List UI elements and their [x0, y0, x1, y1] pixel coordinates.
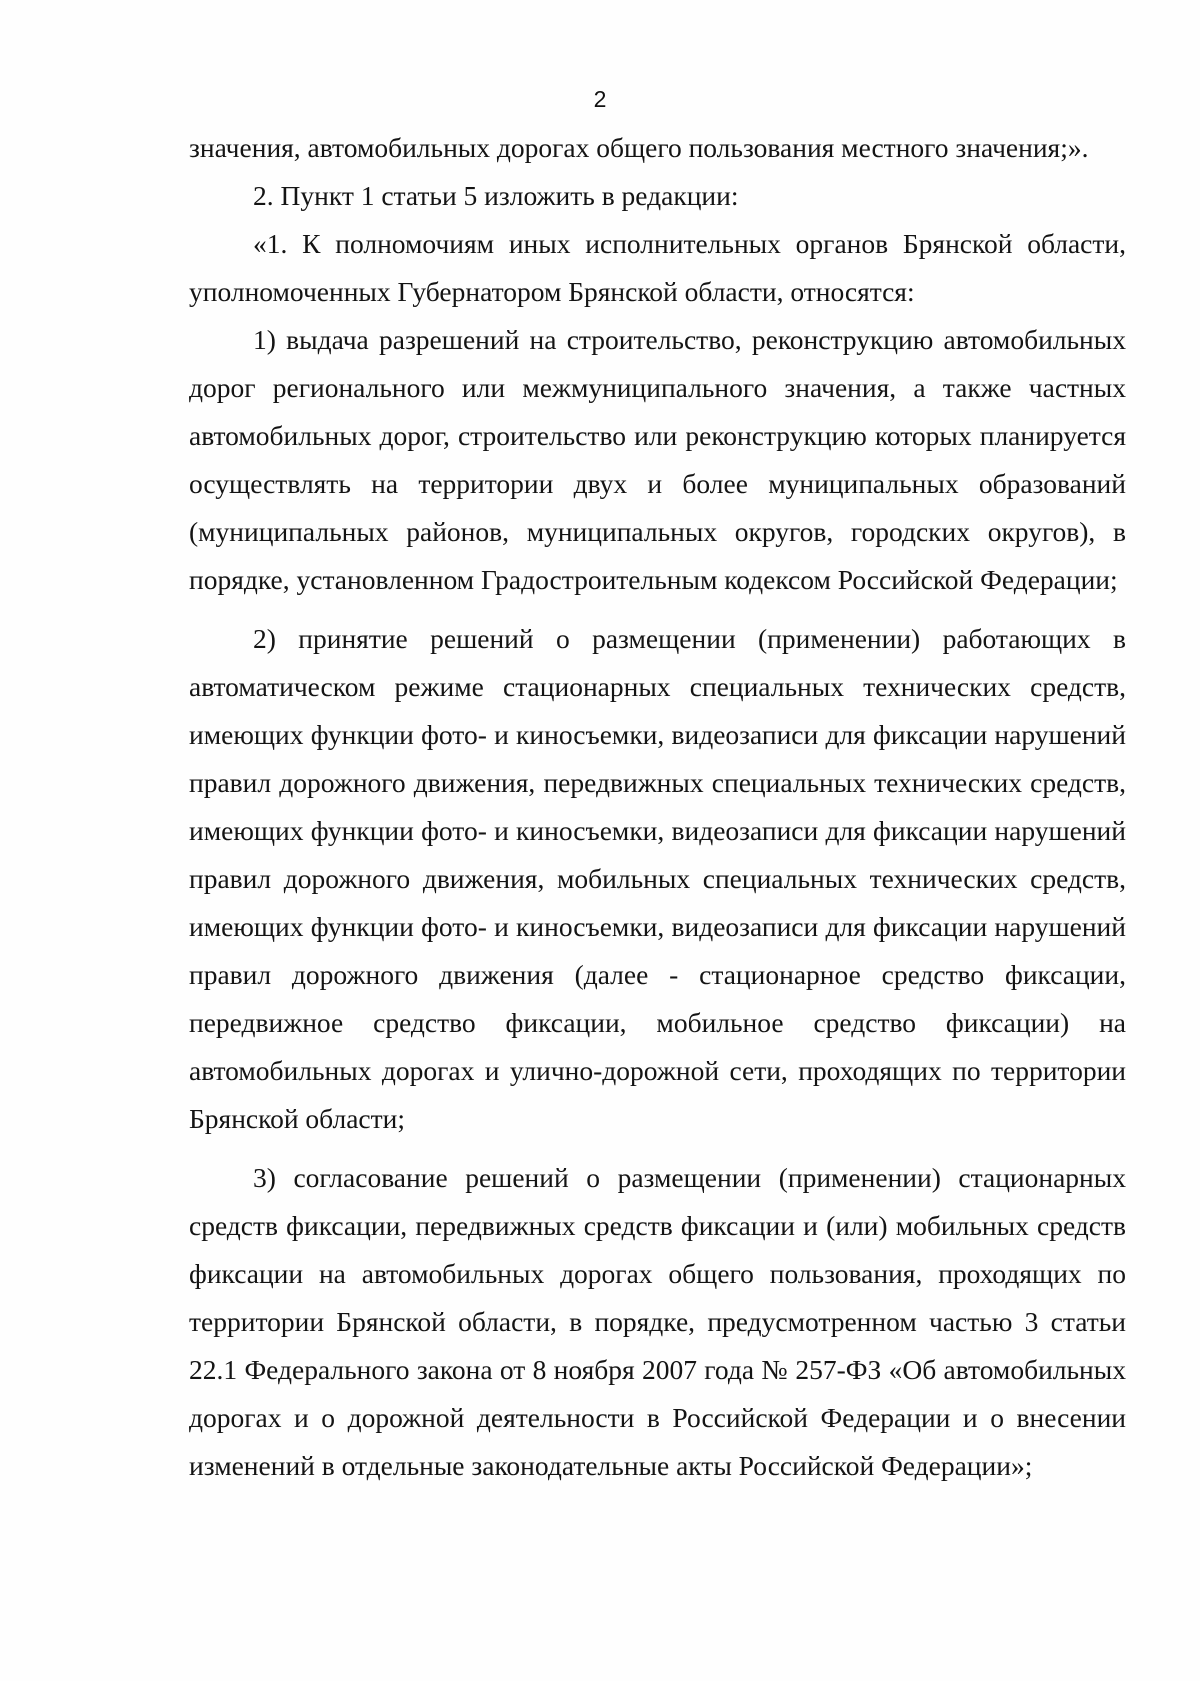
paragraph-item-2: 2. Пункт 1 статьи 5 изложить в редакции: — [253, 180, 739, 211]
paragraph-subitem-3: 3) согласование решений о размещении (применении) стационарных средств фиксации, передвижных средств фиксации и (или) мобильных средств фиксации на автомобильных дорогах общего пользования, проходящих по территории Брянской области, в порядке, предусмотренном частью 3 статьи 22.1 Федерального закона от 8 ноября 2007 года № 257-ФЗ «Об автомобильных дорогах и о дорожной деятельности в Российской Федерации и о внесении изменений в отдельные законодательные акты Российской Федерации»; — [189, 1162, 1126, 1481]
paragraph-article-5-point-1: «1. К полномочиям иных исполнительных органов Брянской области, уполномоченных Губернатором Брянской области, относятся: — [189, 228, 1126, 307]
paragraph-subitem-1: 1) выдача разрешений на строительство, реконструкцию автомобильных дорог регионального или межмуниципального значения, а также частных автомобильных дорог, строительство или реконструкцию которых планируется осуществлять на территории двух и более муниципальных образований (муниципальных районов, муниципальных округов, городских округов), в порядке, установленном Градостроительным кодексом Российской Федерации; — [189, 324, 1126, 595]
paragraph-continuation: значения, автомобильных дорогах общего пользования местного значения;». — [189, 132, 1089, 163]
paragraph-subitem-2: 2) принятие решений о размещении (применении) работающих в автоматическом режиме стационарных специальных технических средств, имеющих функции фото- и киносъемки, видеозаписи для фиксации нарушений правил дорожного движения, передвижных специальных технических средств, имеющих функции фото- и киносъемки, видеозаписи для фиксации нарушений правил дорожного движения, мобильных специальных технических средств, имеющих функции фото- и киносъемки, видеозаписи для фиксации нарушений правил дорожного движения (далее - стационарное средство фиксации, передвижное средство фиксации, мобильное средство фиксации) на автомобильных дорогах и улично-дорожной сети, проходящих по территории Брянской области; — [189, 623, 1126, 1134]
document-body — [189, 124, 1126, 1490]
page-number: 2 — [593, 86, 607, 112]
